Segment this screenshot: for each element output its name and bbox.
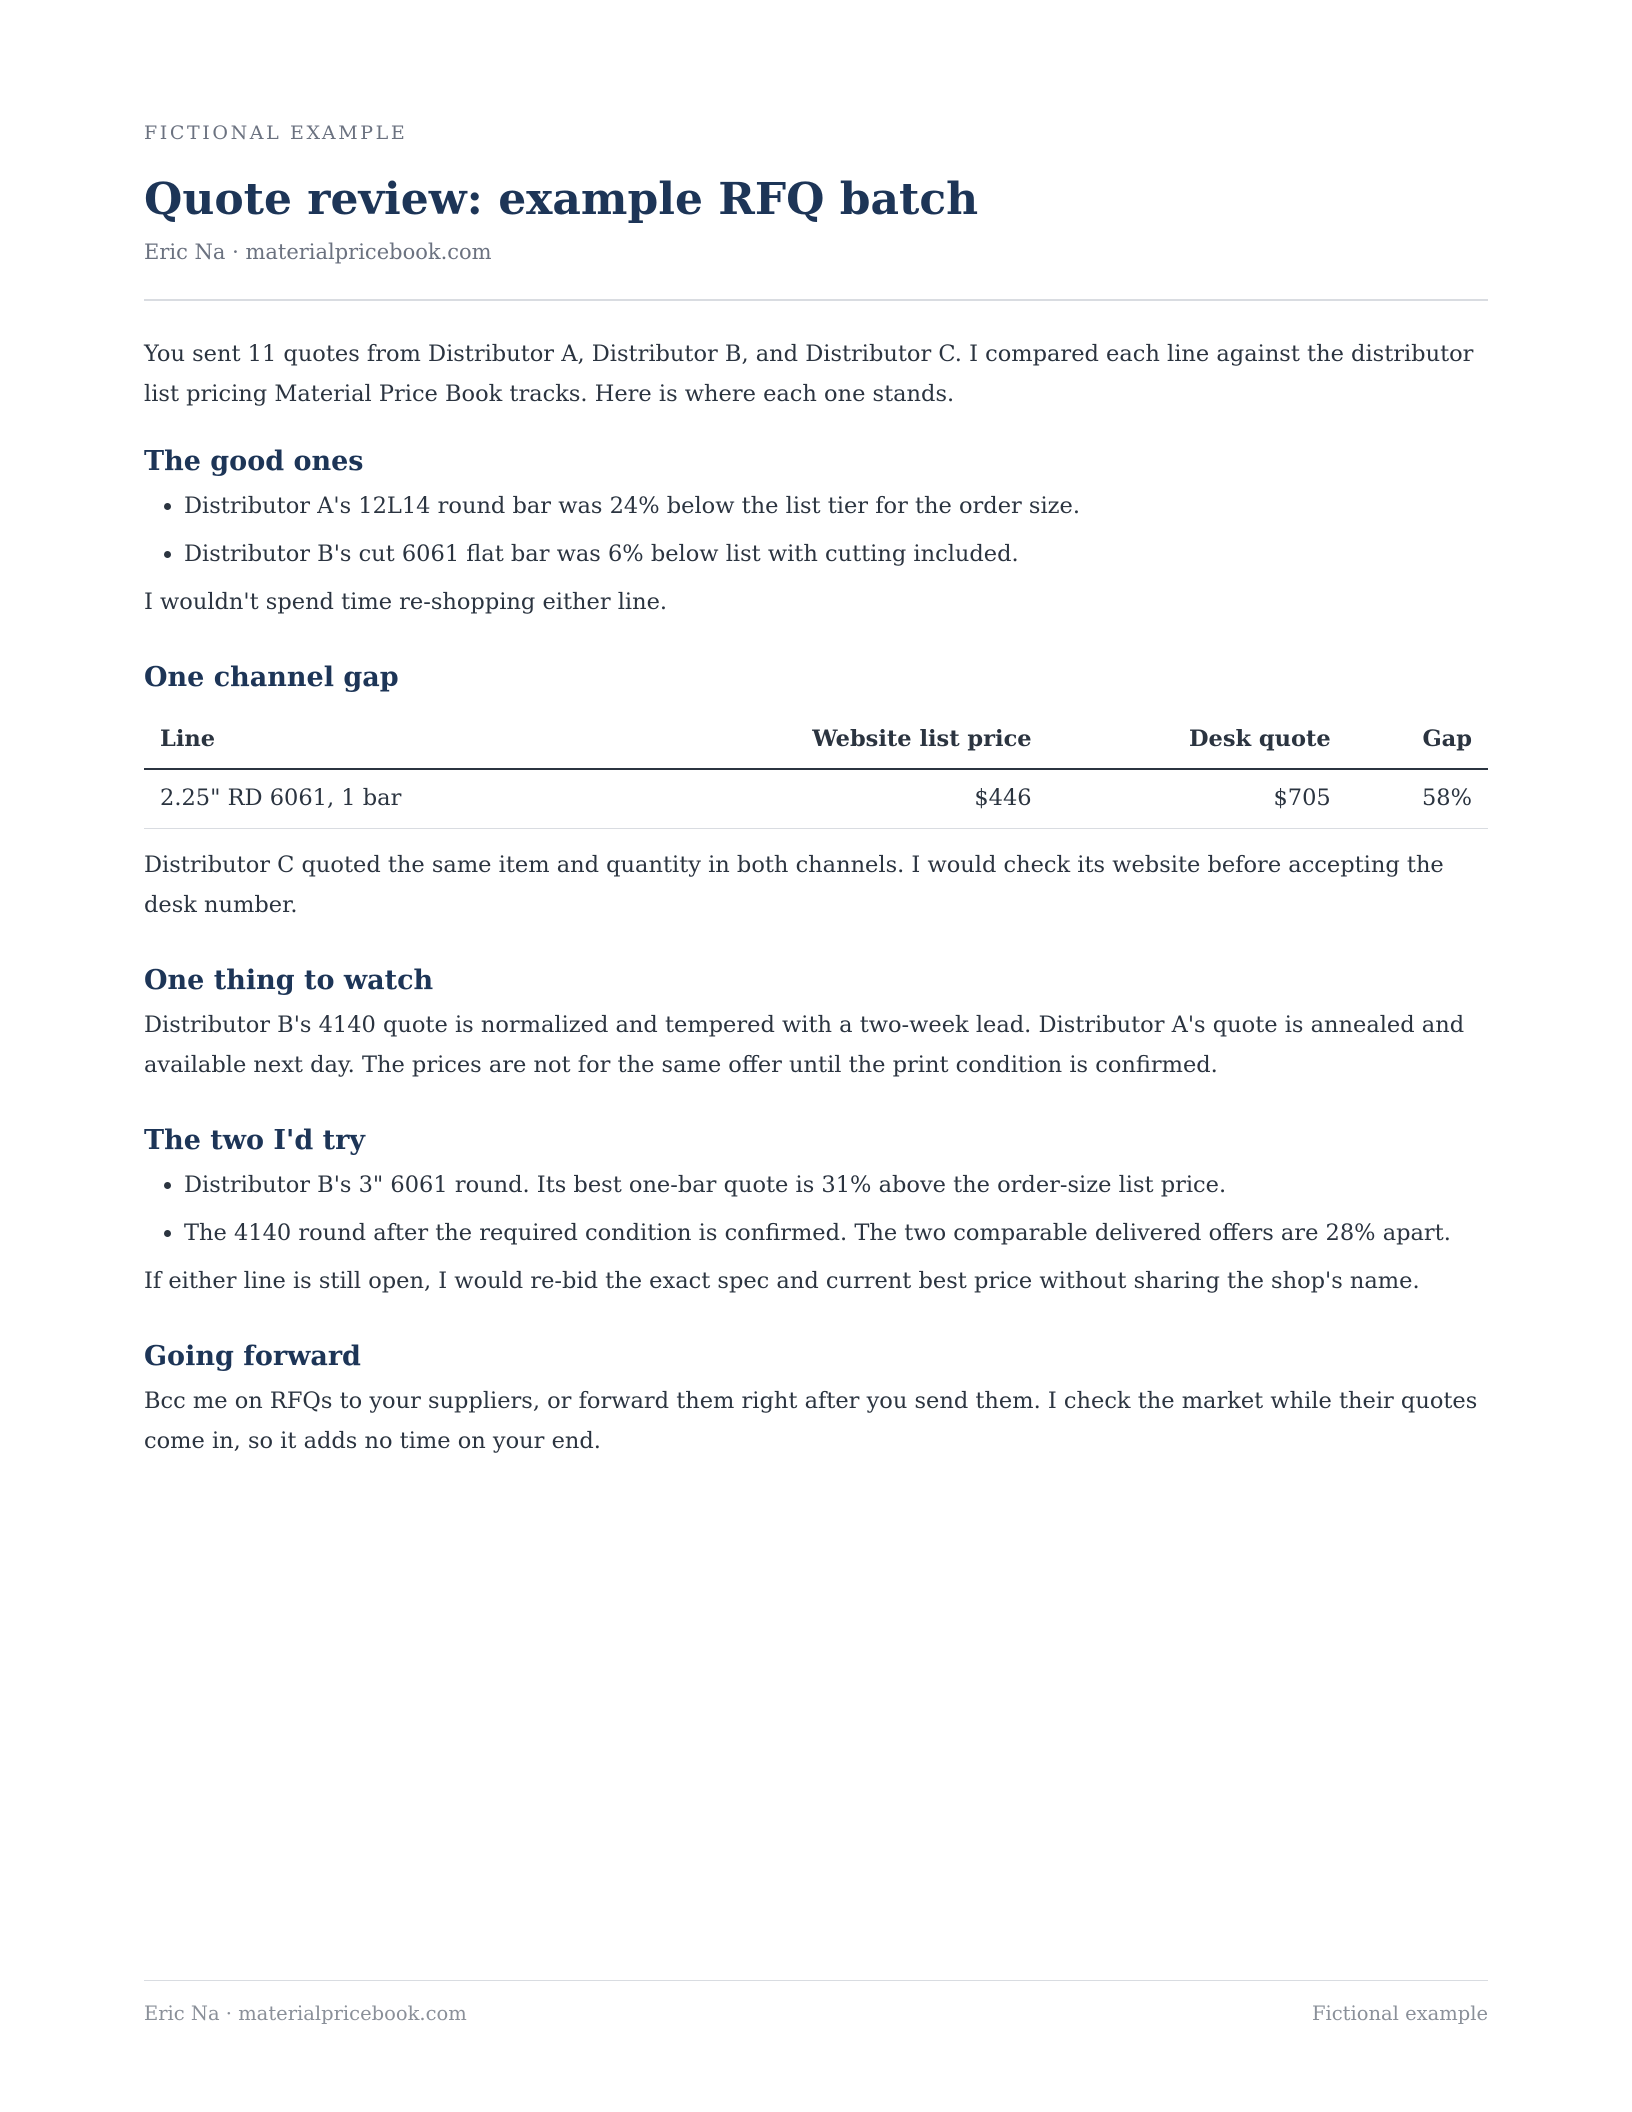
page-title: Quote review: example RFQ batch	[144, 174, 979, 225]
table-header-row	[144, 720, 1488, 769]
cell-website-list-price: $446	[615, 769, 1048, 829]
good-ones-list	[144, 486, 1488, 574]
channel-gap-note: Distributor C quoted the same item and quantity in both channels. I would check its website before accepting the desk number.	[144, 852, 1444, 918]
footer-divider	[144, 1980, 1488, 1981]
list-item: • Distributor A's 12L14 round bar was 24% below the list tier for the order size.	[184, 486, 1488, 526]
cell-line: 2.25" RD 6061, 1 bar	[144, 769, 615, 829]
eyebrow-label: FICTIONAL EXAMPLE	[144, 122, 408, 144]
try-closing: If either line is still open, I would re-bid the exact spec and current best price without sharing the shop's name.	[144, 1268, 1420, 1294]
list-item: • Distributor B's cut 6061 flat bar was 6% below list with cutting included.	[184, 534, 1488, 574]
heading-try: The two I'd try	[144, 1125, 365, 1156]
list-item: • The 4140 round after the required condition is confirmed. The two comparable delivered offers are 28% apart.	[184, 1213, 1488, 1253]
table-row	[144, 769, 1488, 829]
byline: Eric Na · materialpricebook.com	[144, 240, 492, 264]
good-ones-closing: I wouldn't spend time re-shopping either line.	[144, 589, 668, 615]
cell-gap: 58%	[1347, 769, 1488, 829]
channel-gap-table	[144, 720, 1488, 829]
column-header-line: Line	[144, 720, 615, 769]
column-header-website-list-price: Website list price	[615, 720, 1048, 769]
heading-channel-gap: One channel gap	[144, 662, 399, 693]
footer-label: Fictional example	[1311, 2002, 1488, 2025]
list-item: • Distributor B's 3" 6061 round. Its best one-bar quote is 31% above the order-size list price.	[184, 1165, 1488, 1205]
column-header-desk-quote: Desk quote	[1048, 720, 1347, 769]
try-list	[144, 1165, 1488, 1253]
heading-watch: One thing to watch	[144, 965, 434, 996]
document-body	[144, 334, 1488, 1461]
heading-good-ones: The good ones	[144, 446, 364, 477]
heading-going-forward: Going forward	[144, 1341, 361, 1372]
watch-paragraph: Distributor B's 4140 quote is normalized and tempered with a two-week lead. Distributor A's quote is annealed and available next day. The prices are not for the same offer until the print condition is confirmed.	[144, 1012, 1465, 1078]
forward-paragraph: Bcc me on RFQs to your suppliers, or forward them right after you send them. I check the market while their quotes come in, so it adds no time on your end.	[144, 1388, 1478, 1454]
cell-desk-quote: $705	[1048, 769, 1347, 829]
footer-byline: Eric Na · materialpricebook.com	[144, 2002, 467, 2025]
intro-paragraph: You sent 11 quotes from Distributor A, Distributor B, and Distributor C. I compared each line against the distributor list pricing Material Price Book tracks. Here is where each one stands.	[144, 341, 1474, 407]
header-divider	[144, 299, 1488, 301]
column-header-gap: Gap	[1347, 720, 1488, 769]
